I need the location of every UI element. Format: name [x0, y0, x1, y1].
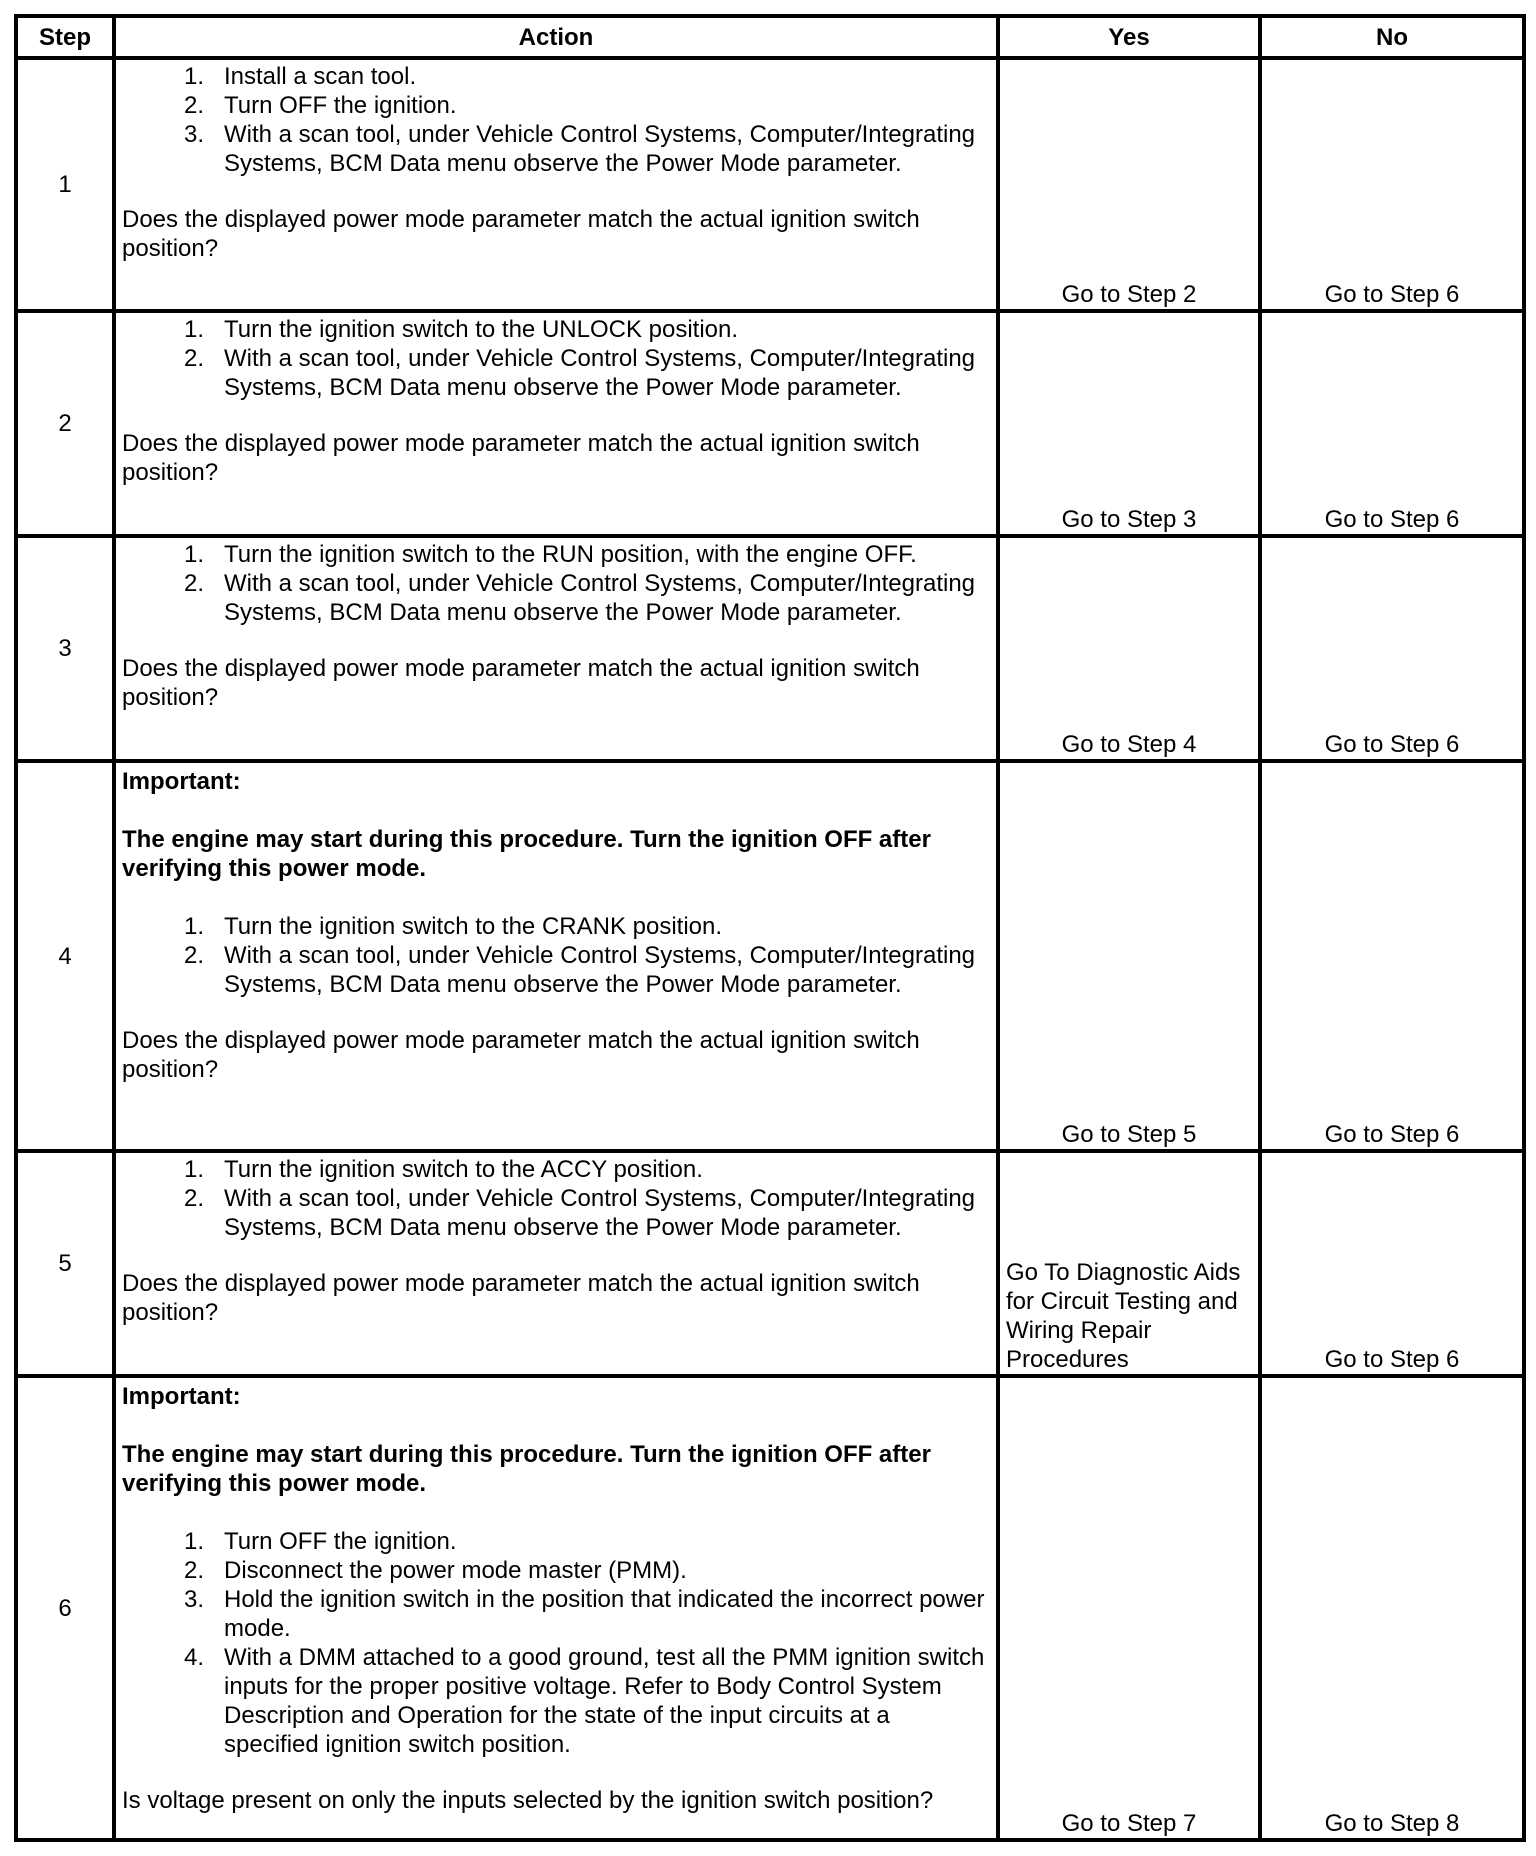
yes-cell: Go To Diagnostic Aids for Circuit Testing and Wiring Repair Procedures [998, 1151, 1260, 1376]
action-list [122, 912, 990, 999]
important-note: The engine may start during this procedure. Turn the ignition OFF after verifying this power mode. [122, 826, 931, 882]
step-number: 3 [16, 536, 114, 761]
list-item: 4. With a DMM attached to a good ground, test all the PMM ignition switch inputs for the proper positive voltage. Refer to Body Control System Description and Operation for the state of the input circuits at a specified ignition switch position. [183, 1644, 985, 1758]
step-number: 4 [16, 761, 114, 1151]
question-text: Does the displayed power mode parameter match the actual ignition switch position? [122, 1270, 920, 1326]
header-no: No [1260, 16, 1524, 58]
list-item: 2. With a scan tool, under Vehicle Control Systems, Computer/Integrating Systems, BCM Data menu observe the Power Mode parameter. [183, 1185, 976, 1241]
list-item: 1. Turn the ignition switch to the ACCY position. [183, 1156, 703, 1183]
action-cell [114, 1376, 998, 1840]
table-row [16, 536, 1524, 761]
table-row [16, 1376, 1524, 1840]
action-list [122, 1155, 990, 1242]
no-cell: Go to Step 6 [1260, 58, 1524, 311]
action-cell [114, 536, 998, 761]
list-item: 1. Turn the ignition switch to the RUN position, with the engine OFF. [183, 541, 917, 568]
action-list [122, 1527, 990, 1759]
action-cell [114, 58, 998, 311]
list-item: 2. Turn OFF the ignition. [183, 92, 457, 119]
table-row [16, 311, 1524, 536]
list-item: 3. Hold the ignition switch in the position that indicated the incorrect power mode. [183, 1586, 985, 1642]
yes-cell: Go to Step 2 [998, 58, 1260, 311]
list-item: 1. Turn the ignition switch to the UNLOCK position. [183, 316, 739, 343]
header-step: Step [16, 16, 114, 58]
question-text: Does the displayed power mode parameter match the actual ignition switch position? [122, 1027, 920, 1083]
action-list [122, 315, 990, 402]
action-cell [114, 311, 998, 536]
step-number: 5 [16, 1151, 114, 1376]
list-item: 2. With a scan tool, under Vehicle Control Systems, Computer/Integrating Systems, BCM Data menu observe the Power Mode parameter. [183, 570, 976, 626]
yes-cell: Go to Step 4 [998, 536, 1260, 761]
list-item: 1. Install a scan tool. [183, 63, 417, 90]
action-list [122, 62, 990, 178]
action-cell [114, 761, 998, 1151]
yes-cell: Go to Step 5 [998, 761, 1260, 1151]
header-yes: Yes [998, 16, 1260, 58]
table-row [16, 761, 1524, 1151]
question-text: Does the displayed power mode parameter match the actual ignition switch position? [122, 430, 920, 486]
question-text: Is voltage present on only the inputs selected by the ignition switch position? [122, 1787, 934, 1814]
important-title: Important: [122, 1383, 241, 1410]
no-cell: Go to Step 8 [1260, 1376, 1524, 1840]
step-number: 6 [16, 1376, 114, 1840]
action-list [122, 540, 990, 627]
important-note: The engine may start during this procedure. Turn the ignition OFF after verifying this power mode. [122, 1441, 931, 1497]
header-row [16, 16, 1524, 58]
yes-cell: Go to Step 3 [998, 311, 1260, 536]
list-item: 1. Turn the ignition switch to the CRANK position. [183, 913, 723, 940]
table-row [16, 1151, 1524, 1376]
question-text: Does the displayed power mode parameter match the actual ignition switch position? [122, 655, 920, 711]
question-text: Does the displayed power mode parameter match the actual ignition switch position? [122, 206, 920, 262]
yes-cell: Go to Step 7 [998, 1376, 1260, 1840]
step-number: 2 [16, 311, 114, 536]
diagnostic-table [14, 14, 1526, 1842]
no-cell: Go to Step 6 [1260, 761, 1524, 1151]
list-item: 1. Turn OFF the ignition. [183, 1528, 457, 1555]
list-item: 2. Disconnect the power mode master (PMM). [183, 1557, 687, 1584]
important-title: Important: [122, 768, 241, 795]
list-item: 2. With a scan tool, under Vehicle Control Systems, Computer/Integrating Systems, BCM Data menu observe the Power Mode parameter. [183, 345, 976, 401]
table-row [16, 58, 1524, 311]
no-cell: Go to Step 6 [1260, 1151, 1524, 1376]
no-cell: Go to Step 6 [1260, 311, 1524, 536]
action-cell [114, 1151, 998, 1376]
list-item: 3. With a scan tool, under Vehicle Control Systems, Computer/Integrating Systems, BCM Data menu observe the Power Mode parameter. [183, 121, 976, 177]
step-number: 1 [16, 58, 114, 311]
no-cell: Go to Step 6 [1260, 536, 1524, 761]
list-item: 2. With a scan tool, under Vehicle Control Systems, Computer/Integrating Systems, BCM Data menu observe the Power Mode parameter. [183, 942, 976, 998]
header-action: Action [114, 16, 998, 58]
